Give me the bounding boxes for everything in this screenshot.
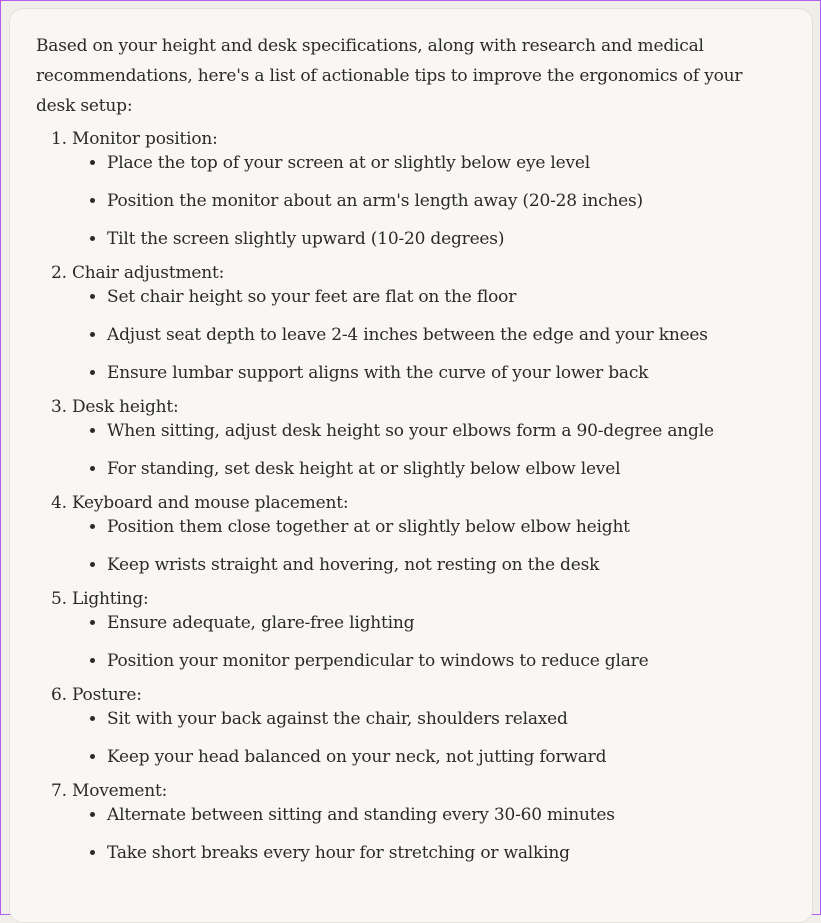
section-item [72, 491, 776, 577]
assistant-message-card [9, 8, 813, 923]
tip-item: • Place the top of your screen at or slightly below eye level [107, 151, 776, 175]
section-item [72, 261, 776, 385]
tip-item: • Ensure adequate, glare-free lighting [107, 611, 776, 635]
tip-list [72, 419, 776, 481]
section-item [72, 587, 776, 673]
tip-list [72, 803, 776, 865]
tip-item: • Tilt the screen slightly upward (10-20 degrees) [107, 227, 776, 251]
tip-item: • Position the monitor about an arm's length away (20-28 inches) [107, 189, 776, 213]
tip-item: • Position them close together at or slightly below elbow height [107, 515, 776, 539]
tip-list [72, 611, 776, 673]
section-item [72, 127, 776, 251]
section-item [72, 779, 776, 865]
tip-list [72, 515, 776, 577]
tip-item: • When sitting, adjust desk height so your elbows form a 90-degree angle [107, 419, 776, 443]
tip-item: • Position your monitor perpendicular to windows to reduce glare [107, 649, 776, 673]
tip-item: • Take short breaks every hour for stretching or walking [107, 841, 776, 865]
tip-item: • Ensure lumbar support aligns with the curve of your lower back [107, 361, 776, 385]
message-content [36, 31, 776, 875]
section-title: Chair adjustment: [72, 263, 225, 283]
section-item [72, 683, 776, 769]
tip-list [72, 707, 776, 769]
tip-item: • Set chair height so your feet are flat on the floor [107, 285, 776, 309]
intro-paragraph: Based on your height and desk specifications, along with research and medical recommendations, here's a list of actionable tips to improve the ergonomics of your desk setup: [36, 36, 743, 116]
tip-item: • Adjust seat depth to leave 2-4 inches between the edge and your knees [107, 323, 776, 347]
tip-item: • For standing, set desk height at or slightly below elbow level [107, 457, 776, 481]
section-title: Monitor position: [72, 129, 218, 149]
section-title: Lighting: [72, 589, 149, 609]
section-title: Desk height: [72, 397, 179, 417]
section-title: Movement: [72, 781, 168, 801]
tip-item: • Sit with your back against the chair, shoulders relaxed [107, 707, 776, 731]
tip-item: • Keep wrists straight and hovering, not resting on the desk [107, 553, 776, 577]
tips-section-list [36, 127, 776, 865]
section-item [72, 395, 776, 481]
tip-item: • Alternate between sitting and standing every 30-60 minutes [107, 803, 776, 827]
tip-list [72, 151, 776, 251]
section-title: Keyboard and mouse placement: [72, 493, 349, 513]
tip-list [72, 285, 776, 385]
tip-item: • Keep your head balanced on your neck, not jutting forward [107, 745, 776, 769]
section-title: Posture: [72, 685, 142, 705]
